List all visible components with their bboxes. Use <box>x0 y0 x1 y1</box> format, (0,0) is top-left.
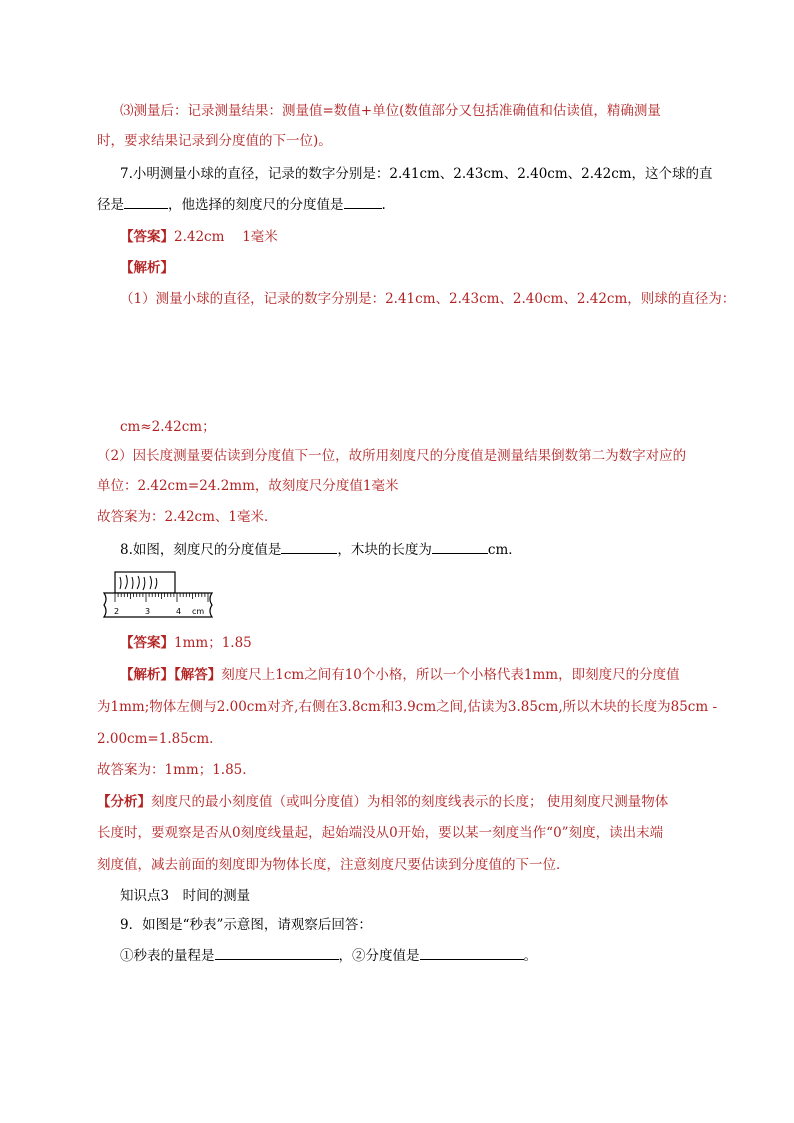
fenxi-tag: 【分析】 <box>97 794 151 810</box>
q8-final-answer: 故答案为：1mm；1.85. <box>97 762 247 778</box>
question-9-line-1: 9．如图是“秒表”示意图，请观察后回答： <box>120 917 372 933</box>
analysis-line-2: cm≈2.42cm； <box>120 419 216 435</box>
analysis-tag: 【解析】【解答】 <box>120 667 222 683</box>
analysis-line-1: （1）测量小球的直径，记录的数字分别是：2.41cm、2.43cm、2.40cm、2.42cm，则球的直径为： <box>120 291 736 307</box>
ruler-label: 3 <box>145 607 151 616</box>
answer-text: 1mm；1.85 <box>174 635 252 651</box>
answer-tag: 【答案】 <box>120 635 174 651</box>
answer-blank[interactable] <box>124 194 168 209</box>
q8-analysis-line-1 <box>120 665 680 685</box>
ruler-label: 4 <box>176 607 182 616</box>
record-step-line-1: ⑶测量后：记录测量结果：测量值=数值+单位(数值部分又包括准确值和估读值，精确测量 <box>120 103 661 119</box>
question-9-text-a: ①秒表的量程是 <box>120 948 215 964</box>
question-8-text-b: ，木块的长度为 <box>337 542 432 558</box>
question-7-text-c: . <box>381 197 386 213</box>
knowledge-point-heading: 知识点3 时间的测量 <box>120 888 251 904</box>
question-9-line-2 <box>120 945 537 966</box>
answer-text: 2.42cm 1毫米 <box>174 229 278 245</box>
final-answer: 故答案为：2.42cm、1毫米． <box>97 509 278 525</box>
question-7-text-b: ，他选择的刻度尺的分度值是 <box>168 197 344 213</box>
question-8-line <box>120 539 522 560</box>
analysis-text: 刻度尺上1cm之间有10个小格，所以一个小格代表1mm，即刻度尺的分度值 <box>221 667 680 683</box>
answer-tag: 【答案】 <box>120 229 174 245</box>
ruler-unit-label: cm <box>192 607 205 616</box>
question-7-line-1: 7.小明测量小球的直径，记录的数字分别是：2.41cm、2.43cm、2.40cm、2.42cm，这个球的直 <box>120 166 713 182</box>
q8-fenxi-line-1 <box>97 792 668 812</box>
analysis-line-3: （2）因长度测量要估读到分度值下一位，故所用刻度尺的分度值是测量结果倒数第二为数字对应的 <box>97 448 687 464</box>
answer-blank[interactable] <box>344 194 382 209</box>
question-9-text-c: 。 <box>523 948 537 964</box>
q8-analysis-line-2: 为1mm;物体左侧与2.00cm对齐,右侧在3.8cm和3.9cm之间,估读为3.85cm,所以木块的长度为85cm - <box>97 699 718 715</box>
answer-blank[interactable] <box>281 539 337 554</box>
answer-blank[interactable] <box>420 945 524 960</box>
question-8-text-a: 8.如图，刻度尺的分度值是 <box>120 542 282 558</box>
ruler-label: 2 <box>114 607 120 616</box>
fenxi-text: 刻度尺的最小刻度值（或叫分度值）为相邻的刻度线表示的长度； 使用刻度尺测量物体 <box>151 794 669 810</box>
question-7-text-a: 径是 <box>97 197 124 213</box>
answer-blank[interactable] <box>215 945 339 960</box>
question-8-text-c: cm． <box>487 542 522 558</box>
record-step-line-2: 时，要求结果记录到分度值的下一位)。 <box>97 133 332 149</box>
q8-fenxi-line-2: 长度时，要观察是否从0刻度线量起，起始端没从0开始，要以某一刻度当作“0”刻度，读出末端 <box>97 825 664 841</box>
q8-analysis-line-3: 2.00cm=1.85cm. <box>97 731 214 747</box>
analysis-tag: 【解析】 <box>120 260 174 276</box>
ruler-figure <box>100 571 218 619</box>
question-8-answer <box>120 633 252 653</box>
question-9-text-b: ，②分度值是 <box>338 948 420 964</box>
question-7-line-2 <box>97 194 386 215</box>
q8-fenxi-line-3: 刻度值，减去前面的刻度即为物体长度，注意刻度尺要估读到分度值的下一位． <box>97 857 570 873</box>
analysis-line-4: 单位：2.42cm=24.2mm，故刻度尺分度值1毫米 <box>97 478 399 494</box>
ruler-diagram <box>100 571 218 619</box>
answer-blank[interactable] <box>432 539 488 554</box>
question-7-answer <box>120 227 278 247</box>
